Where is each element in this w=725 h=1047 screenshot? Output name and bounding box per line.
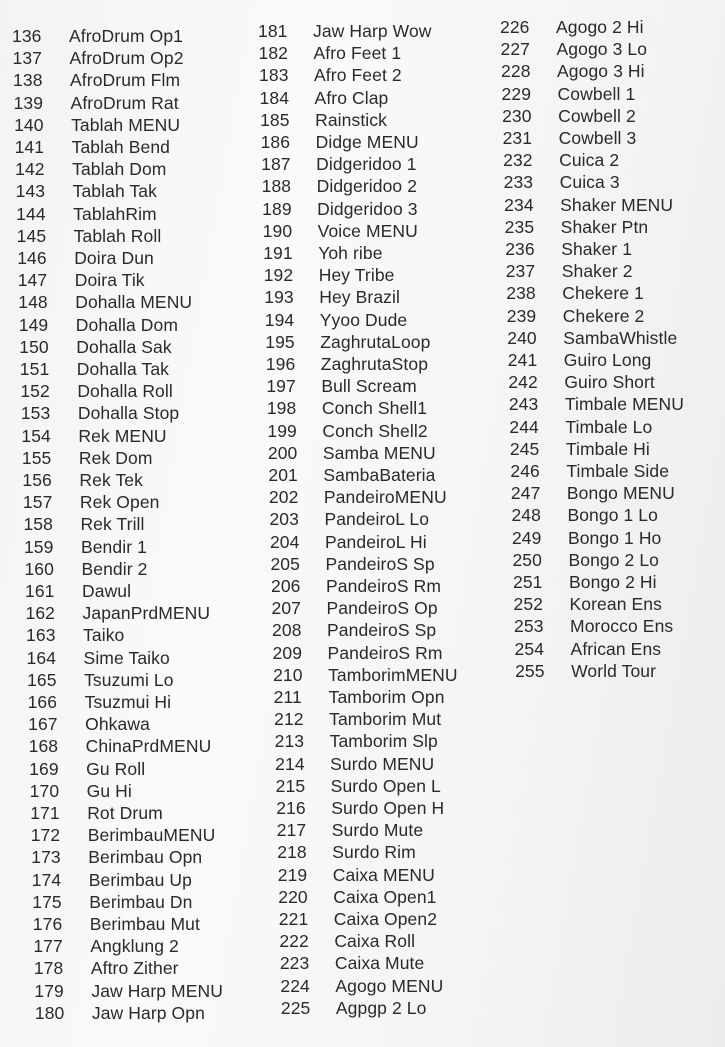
item-number: 153 [20, 403, 51, 424]
item-number: 180 [34, 1002, 65, 1023]
item-number: 247 [510, 483, 541, 504]
item-name: PandeiroS Rm [327, 642, 443, 663]
item-number: 209 [272, 642, 303, 663]
item-name: Taiko [83, 625, 125, 646]
item-name: TamborimMENU [328, 664, 458, 685]
item-name: Korean Ens [569, 594, 662, 615]
item-name: Yoh ribe [318, 243, 383, 263]
item-number: 245 [509, 438, 540, 459]
item-name: Surdo Open L [330, 775, 441, 796]
item-name: Surdo MENU [330, 753, 435, 774]
item-name: Didgeridoo 3 [317, 198, 418, 219]
item-number: 249 [511, 527, 542, 548]
item-number: 234 [504, 194, 534, 215]
item-name: Guiro Short [564, 372, 655, 393]
item-number: 220 [278, 886, 308, 907]
item-number: 242 [508, 372, 538, 393]
item-number: 211 [273, 687, 302, 707]
item-name: Afro Feet 2 [314, 65, 402, 86]
item-name: ZaghrutaStop [320, 354, 429, 374]
item-name: Tsuzumi Lo [84, 669, 174, 690]
item-name: Sime Taiko [83, 647, 170, 668]
item-name: PandeiroS Op [326, 598, 438, 619]
item-number: 238 [506, 283, 536, 304]
item-name: Gu Hi [86, 780, 132, 801]
item-number: 147 [17, 270, 48, 291]
item-name: BerimbauMENU [87, 825, 216, 846]
item-number: 235 [504, 216, 535, 237]
item-number: 145 [16, 225, 47, 246]
item-name: SambaWhistle [563, 327, 678, 348]
item-number: 136 [12, 26, 42, 46]
item-name: World Tour [571, 660, 657, 681]
item-name: Rek Tek [79, 470, 143, 490]
item-number: 250 [512, 549, 542, 570]
item-name: Caixa Roll [334, 931, 416, 952]
item-name: Shaker 1 [561, 239, 633, 259]
item-name: Rek Trill [80, 514, 145, 535]
item-number: 170 [29, 780, 60, 801]
item-name: Caixa MENU [332, 864, 435, 885]
item-number: 173 [31, 847, 61, 868]
item-name: Hey Brazil [319, 287, 400, 308]
item-number: 194 [264, 309, 295, 330]
item-name: PandeiroS Sp [325, 553, 435, 574]
item-name: JapanPrdMENU [82, 603, 211, 624]
item-number: 181 [258, 21, 288, 41]
item-number: 144 [16, 203, 46, 224]
item-name: Bongo 1 Lo [567, 505, 658, 526]
item-number: 146 [17, 248, 47, 268]
item-name: Doira Tik [74, 270, 145, 291]
item-name: Bongo 2 Lo [568, 549, 659, 570]
item-number: 241 [507, 350, 538, 370]
item-name: Caixa Open2 [333, 909, 438, 929]
item-number: 214 [275, 753, 305, 774]
item-number: 208 [272, 620, 302, 641]
item-number: 184 [259, 87, 290, 108]
item-name: Guiro Long [563, 350, 652, 370]
item-name: Yyoo Dude [319, 309, 408, 330]
item-name: Afro Clap [314, 87, 389, 108]
item-number: 230 [502, 105, 532, 126]
item-number: 215 [275, 775, 306, 796]
item-name: Jaw Harp Opn [91, 1002, 205, 1023]
item-number: 199 [267, 420, 297, 441]
item-name: Agogo MENU [335, 975, 444, 996]
item-name: Rek Open [79, 492, 160, 513]
item-number: 150 [19, 336, 49, 357]
item-name: Bongo MENU [566, 483, 675, 504]
item-name: Cowbell 1 [557, 83, 636, 104]
item-number: 229 [501, 83, 532, 104]
item-number: 148 [18, 292, 48, 313]
item-name: Rainstick [315, 109, 387, 130]
item-number: 254 [514, 638, 545, 659]
item-name: Timbale Side [566, 461, 670, 481]
item-name: Jaw Harp MENU [91, 980, 223, 1001]
item-number: 176 [32, 914, 63, 934]
item-name: Bendir 1 [80, 536, 147, 557]
item-number: 188 [261, 176, 292, 197]
item-name: Tablah Tak [72, 181, 157, 202]
item-name: Timbale MENU [564, 394, 685, 415]
item-number: 140 [14, 114, 44, 135]
item-number: 185 [260, 109, 290, 130]
item-name: TablahRim [73, 203, 157, 224]
item-number: 205 [270, 553, 300, 574]
item-number: 172 [30, 825, 61, 846]
item-number: 151 [19, 359, 50, 379]
item-number: 167 [28, 714, 58, 735]
item-number: 171 [30, 803, 60, 823]
item-name: Voice MENU [317, 220, 418, 241]
item-name: Berimbau Opn [88, 847, 203, 868]
item-name: Bongo 2 Hi [569, 572, 657, 592]
item-number: 210 [273, 664, 303, 685]
item-name: PandeiroL Hi [324, 531, 427, 552]
item-name: Shaker Ptn [560, 216, 649, 237]
item-name: Didgeridoo 1 [316, 154, 417, 175]
item-number: 156 [22, 470, 52, 490]
item-name: Morocco Ens [570, 616, 674, 637]
item-name: Surdo Rim [332, 842, 416, 863]
item-name: Conch Shell2 [322, 420, 428, 441]
item-number: 160 [24, 558, 54, 579]
item-number: 201 [268, 465, 298, 485]
item-number: 237 [505, 261, 536, 282]
item-name: Rot Drum [87, 803, 163, 823]
item-name: Agogo 3 Hi [557, 61, 645, 82]
item-name: Doira Dun [74, 248, 154, 268]
item-name: Chekere 1 [562, 283, 644, 304]
item-number: 217 [276, 820, 307, 841]
item-number: 177 [33, 936, 63, 957]
item-number: 138 [13, 70, 43, 91]
item-number: 179 [34, 980, 64, 1001]
item-name: Aftro Zither [90, 958, 179, 979]
item-number: 221 [278, 909, 309, 929]
item-name: Tablah MENU [71, 114, 181, 135]
item-number: 204 [269, 531, 300, 552]
item-number: 192 [263, 265, 294, 286]
item-number: 155 [21, 447, 52, 468]
item-name: ZaghrutaLoop [320, 331, 431, 352]
item-number: 231 [502, 128, 533, 148]
item-number: 162 [25, 603, 56, 624]
item-number: 164 [26, 647, 57, 668]
item-number: 154 [21, 425, 51, 446]
item-name: Gu Roll [86, 758, 146, 779]
item-number: 189 [262, 198, 292, 219]
item-name: Hey Tribe [318, 265, 395, 286]
item-number: 228 [501, 61, 531, 82]
item-name: Tamborim Mut [329, 709, 442, 730]
item-number: 239 [506, 305, 537, 326]
item-number: 191 [263, 243, 293, 263]
item-number: 216 [276, 798, 306, 818]
item-number: 139 [13, 92, 44, 113]
item-name: PandeiroL Lo [324, 509, 430, 530]
item-number: 219 [277, 864, 308, 885]
item-number: 236 [505, 239, 535, 259]
item-number: 142 [15, 159, 45, 180]
item-name: Tsuzmui Hi [84, 692, 172, 712]
item-name: Tamborim Opn [328, 687, 445, 707]
item-name: African Ens [570, 638, 662, 659]
item-number: 159 [23, 536, 54, 557]
item-name: Afro Feet 1 [313, 43, 402, 64]
item-name: Surdo Mute [331, 820, 424, 841]
item-name: SambaBateria [323, 465, 436, 485]
item-name: Cowbell 2 [558, 105, 636, 126]
item-name: Chekere 2 [562, 305, 645, 326]
item-name: Dawul [82, 581, 132, 601]
item-name: Didge MENU [315, 132, 419, 152]
item-name: Tablah Dom [72, 159, 167, 180]
item-name: AfroDrum Op2 [69, 48, 184, 69]
item-name: Tablah Bend [71, 137, 170, 157]
item-name: PandeiroS Sp [327, 620, 437, 641]
item-name: Didgeridoo 2 [316, 176, 418, 197]
item-number: 223 [279, 953, 310, 974]
item-name: Agpgp 2 Lo [335, 997, 427, 1018]
item-number: 190 [262, 220, 293, 241]
item-name: Tablah Roll [73, 225, 162, 246]
item-name: Dohalla Tak [76, 359, 170, 379]
item-number: 157 [22, 492, 53, 513]
item-number: 207 [271, 598, 302, 619]
item-number: 203 [269, 509, 299, 530]
item-name: PandeiroS Rm [326, 576, 442, 596]
item-number: 161 [25, 581, 55, 601]
item-number: 174 [31, 869, 62, 890]
item-number: 196 [265, 354, 296, 374]
item-name: Bongo 1 Ho [567, 527, 662, 548]
item-number: 251 [513, 572, 543, 592]
item-name: Ohkawa [85, 714, 150, 735]
item-name: Cuica 3 [559, 172, 620, 193]
item-number: 227 [500, 39, 531, 60]
item-number: 178 [33, 958, 64, 979]
item-name: Surdo Open H [331, 798, 445, 818]
item-number: 187 [261, 154, 291, 175]
item-number: 222 [279, 931, 309, 952]
item-name: Timbale Lo [565, 416, 653, 437]
item-number: 248 [511, 505, 541, 526]
item-name: Caixa Mute [334, 953, 425, 974]
item-number: 212 [274, 709, 304, 730]
item-name: Agogo 3 Lo [556, 39, 648, 60]
item-name: Rek Dom [78, 447, 153, 468]
item-number: 168 [28, 736, 59, 757]
item-name: AfroDrum Op1 [69, 26, 184, 46]
item-name: Rek MENU [78, 425, 167, 446]
item-name: AfroDrum Rat [70, 92, 179, 113]
item-name: Dohalla Stop [77, 403, 180, 424]
item-number: 141 [14, 137, 45, 157]
item-number: 169 [29, 758, 59, 779]
item-number: 232 [503, 150, 533, 171]
item-name: Tamborim Slp [329, 731, 438, 752]
item-number: 182 [258, 43, 289, 64]
item-number: 213 [274, 731, 305, 752]
item-number: 226 [500, 17, 530, 37]
item-number: 253 [514, 616, 544, 637]
item-name: Dohalla Roll [77, 381, 173, 402]
item-name: Dohalla MENU [75, 292, 193, 313]
item-number: 149 [18, 314, 49, 335]
item-number: 183 [259, 65, 289, 86]
item-number: 186 [260, 132, 291, 152]
item-name: Jaw Harp Wow [313, 21, 432, 41]
item-name: Shaker 2 [561, 261, 633, 282]
item-number: 175 [32, 891, 62, 912]
item-name: AfroDrum Flm [70, 70, 181, 91]
item-number: 243 [508, 394, 539, 415]
item-number: 143 [15, 181, 46, 202]
item-number: 193 [264, 287, 294, 308]
item-name: Shaker MENU [560, 194, 674, 215]
item-name: Conch Shell1 [321, 398, 428, 419]
item-number: 206 [271, 576, 301, 596]
item-number: 202 [268, 487, 299, 508]
item-name: Agogo 2 Hi [556, 17, 644, 37]
item-name: Angklung 2 [90, 936, 179, 957]
item-number: 246 [510, 461, 540, 481]
item-number: 224 [280, 975, 310, 996]
item-number: 240 [507, 327, 537, 348]
item-name: Dohalla Dom [75, 314, 179, 335]
item-number: 255 [515, 660, 545, 681]
item-name: Berimbau Dn [89, 891, 193, 912]
item-number: 225 [280, 997, 311, 1018]
item-number: 233 [503, 172, 534, 193]
item-name: Berimbau Mut [89, 914, 200, 934]
item-name: Bendir 2 [81, 558, 148, 579]
item-number: 158 [23, 514, 53, 535]
item-number: 252 [513, 594, 544, 615]
item-number: 218 [277, 842, 307, 863]
item-name: Cuica 2 [559, 150, 620, 171]
item-number: 198 [266, 398, 297, 419]
item-number: 200 [267, 442, 298, 463]
item-number: 163 [26, 625, 56, 646]
item-number: 152 [20, 381, 50, 402]
item-name: PandeiroMENU [323, 487, 447, 508]
item-name: Timbale Hi [565, 438, 650, 459]
item-number: 166 [27, 692, 58, 712]
item-number: 244 [509, 416, 539, 437]
item-name: Bull Scream [321, 376, 417, 397]
item-name: Samba MENU [322, 442, 436, 463]
item-number: 197 [266, 376, 296, 397]
item-name: Berimbau Up [88, 869, 192, 890]
item-number: 165 [27, 669, 57, 690]
item-name: Caixa Open1 [333, 886, 437, 907]
item-name: Dohalla Sak [76, 336, 172, 357]
item-name: Cowbell 3 [558, 128, 637, 148]
item-number: 137 [12, 48, 43, 69]
item-number: 195 [265, 331, 295, 352]
item-name: ChinaPrdMENU [85, 736, 212, 757]
